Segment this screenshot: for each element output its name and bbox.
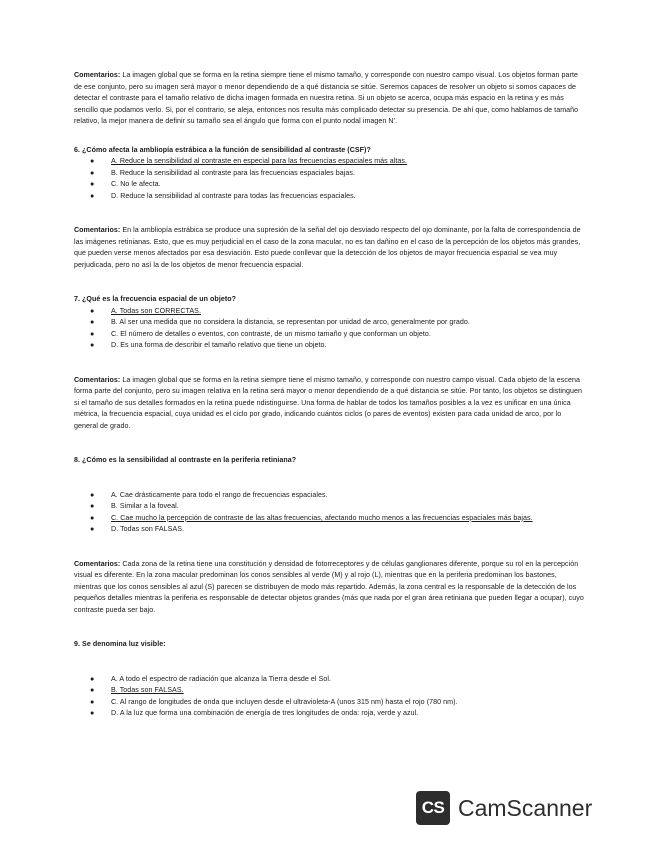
bullet: ● xyxy=(90,709,95,717)
option-6b[interactable]: ● B. Reduce la sensibilidad al contraste para las frecuencias espaciales bajas. xyxy=(74,168,586,180)
options-8 xyxy=(74,490,586,536)
bullet: ● xyxy=(90,697,95,706)
bullet: ● xyxy=(90,157,95,165)
options-6 xyxy=(74,156,586,202)
option-7a[interactable]: ● A. Todas son CORRECTAS. xyxy=(74,306,586,318)
comment-6 xyxy=(74,225,586,271)
bullet: ● xyxy=(90,180,95,188)
camscanner-watermark xyxy=(416,790,592,826)
comment-text: En la ambliopía estrábica se produce una supresión de la señal del ojo desviado respecto del ojo dominante, por la falta de correspondencia de las imágenes retinianas. Esto, que es muy perjudicial en el caso de la zona macular, no es tan dañino en el caso de la percepción de los objetos más grandes, que pueden verse menos afectados por esa desviación. Esto puede conllevar que la detección de los objetos de mayor frecuencia espacial se vea muy perjudicada, pero no así la de los objetos de menor frecuencia espacial. xyxy=(74,226,581,269)
bullet: ● xyxy=(90,525,95,533)
option-6c[interactable]: ● C. No le afecta. xyxy=(74,179,586,191)
option-7c[interactable]: ● C. El número de detalles o eventos, con contraste, de un mismo tamaño y que conforman un objeto. xyxy=(74,329,586,341)
option-7d[interactable]: ● D. Es una forma de describir el tamaño relativo que tiene un objeto. xyxy=(74,340,586,352)
option-9b[interactable]: ● B. Todas son FALSAS. xyxy=(74,685,586,697)
option-9d[interactable]: ● D. A la luz que forma una combinación de energía de tres longitudes de onda: roja, verde y azul. xyxy=(74,708,586,720)
option-9a[interactable]: ● A. A todo el espectro de radiación que alcanza la Tierra desde el Sol. xyxy=(74,674,586,686)
option-6d[interactable]: ● D. Reduce la sensibilidad al contraste para todas las frecuencias espaciales. xyxy=(74,191,586,203)
bullet: ● xyxy=(90,502,95,510)
bullet: ● xyxy=(90,191,95,200)
comment-label: Comentarios: xyxy=(74,226,121,234)
option-8b[interactable]: ● B. Similar a la foveal. xyxy=(74,501,586,513)
bullet: ● xyxy=(90,513,95,522)
comment-label: Comentarios: xyxy=(74,375,121,384)
question-6: 6. ¿Cómo afecta la ambliopía estrábica a la función de sensibilidad al contraste (CSF)? xyxy=(74,145,371,154)
bullet: ● xyxy=(90,341,95,349)
comment-label: Comentarios: xyxy=(74,71,121,79)
question-8: 8. ¿Cómo es la sensibilidad al contraste en la periferia retiniana? xyxy=(74,456,297,464)
camscanner-logo-icon: CS xyxy=(416,791,450,825)
camscanner-wordmark: CamScanner xyxy=(458,794,593,821)
comment-text: La imagen global que se forma en la retina siempre tiene el mismo tamaño, y corresponde con nuestro campo visual. Cada objeto de la escena forma parte del conjunto, pero su imagen relativa en la retina será mayor o menor dependiendo de a qué distancia se sitúe. Por tanto, los objetos se distinguen si el tamaño de sus detalles formados en la retina puede ndistinguirse. Una forma de hablar de todos los tamaños posibles a la vez es unificar en una única métrica, la frecuencia espacial, cuya unidad es el ciclo por grado, indicando cuántos ciclos (o pares de eventos) existen para cada unidad de arco, por lo general de grado. xyxy=(74,375,582,430)
option-8a[interactable]: ● A. Cae drásticamente para todo el rango de frecuencias espaciales. xyxy=(74,490,586,502)
option-8c[interactable]: ● C. Cae mucho la percepción de contraste de las altas frecuencias, afectando mucho menos a las frecuencias espaciales más bajas. xyxy=(74,513,586,525)
bullet: ● xyxy=(90,686,95,694)
comment-label: Comentarios: xyxy=(74,559,121,568)
bullet: ● xyxy=(90,306,95,315)
options-9 xyxy=(74,674,586,720)
question-7: 7. ¿Qué es la frecuencia espacial de un objeto? xyxy=(74,295,237,303)
comment-text: La imagen global que se forma en la retina siempre tiene el mismo tamaño, y corresponde con nuestro campo visual. Los objetos forman parte de ese conjunto, pero su imagen será mayor o menor dependiendo de a qué distancia se sitúe. Seremos capaces de resolver un objeto si somos capaces de detectar el contraste para el tamaño relativo de dicha imagen formada en nuestra retina. Si un objeto se acerca, ocupa más espacio en la retina y es más sencillo que podamos verlo. Si, por el contrario, se aleja, entonces nos resulta más complicado detectar su presencia. De ahí que, como hablamos de tamaño relativo, la mejor manera de definir su tamaño sea el ángulo que forma con el punto nodal imagen N'. xyxy=(74,71,579,125)
bullet: ● xyxy=(90,674,95,683)
question-9: 9. Se denomina luz visible: xyxy=(74,640,166,648)
comment-intro xyxy=(74,70,586,128)
option-8d[interactable]: ● D. Todas son FALSAS. xyxy=(74,524,586,536)
comment-7 xyxy=(74,375,586,433)
option-6a[interactable]: ● A. Reduce la sensibilidad al contraste en especial para las frecuencias espaciales más altas. xyxy=(74,156,586,168)
document-page xyxy=(74,70,586,720)
bullet: ● xyxy=(90,318,95,326)
comment-text: Cada zona de la retina tiene una constitución y densidad de fotorreceptores y de células ganglionares diferente, porque su rol en la percepción visual es diferente. En la zona macular predominan los conos sensibles al verde (M) y al rojo (L), mientras que en la periferia predominan los bastones, mientras que los conos sensibles al azul (S) parecen se distribuyen de modo más repartido. Además, la zona central es la responsable de la detección de los pequeños detalles mientras la periferia es responsable de detectar objetos grandes (más que nada por el gran área retiniana que pueden llegar a ocupar), cuyo contraste pueda ser bajo. xyxy=(74,559,584,614)
option-9c[interactable]: ● C. Al rango de longitudes de onda que incluyen desde el ultravioleta-A (unos 315 nm) hasta el rojo (780 nm). xyxy=(74,697,586,709)
bullet: ● xyxy=(90,168,95,177)
options-7 xyxy=(74,306,586,352)
comment-8 xyxy=(74,559,586,617)
bullet: ● xyxy=(90,329,95,338)
option-7b[interactable]: ● B. Al ser una medida que no considera la distancia, se representan por unidad de arco, generalmente por grado. xyxy=(74,317,586,329)
bullet: ● xyxy=(90,490,95,499)
